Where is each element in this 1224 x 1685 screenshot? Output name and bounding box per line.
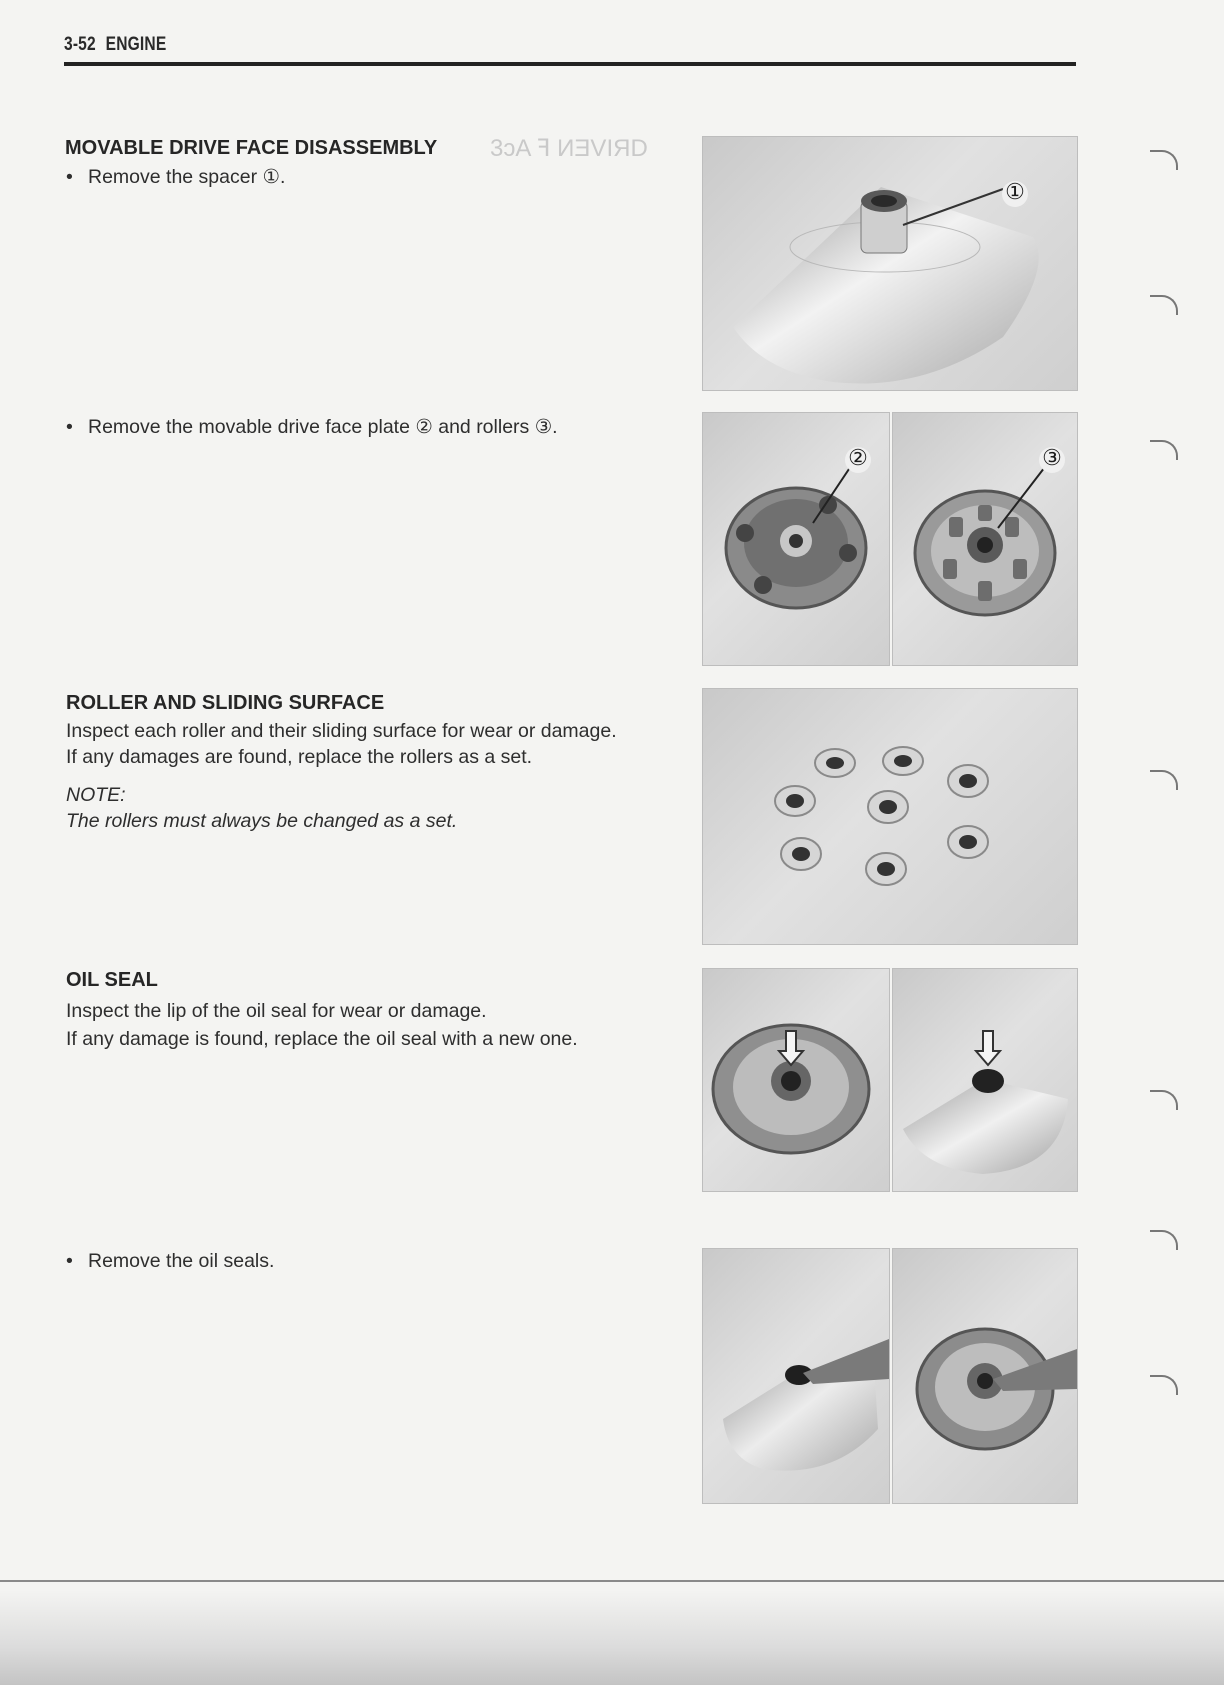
- binder-tab: [1150, 440, 1178, 460]
- callout-3: ③: [1039, 447, 1065, 473]
- photo-drive-face-spacer: [702, 136, 1078, 391]
- binder-tab: [1150, 295, 1178, 315]
- photo-rollers-in-face: [892, 412, 1078, 666]
- scan-shadow: [0, 1590, 1224, 1685]
- oil-seal-inspect-line: Inspect the lip of the oil seal for wear or damage.: [66, 1000, 487, 1022]
- photo-oil-seal-cone: [892, 968, 1078, 1192]
- binder-tab: [1150, 770, 1178, 790]
- note-label: NOTE:: [66, 784, 126, 806]
- bleed-through-text: 3ɔA ꟻ ИƎVIЯD: [490, 135, 648, 162]
- roller-replace-line: If any damages are found, replace the rollers as a set.: [66, 746, 533, 768]
- oil-seal-replace-line: If any damage is found, replace the oil seal with a new one.: [66, 1028, 578, 1050]
- step-remove-spacer: • Remove the spacer ①.: [66, 164, 285, 191]
- binder-tab: [1150, 150, 1178, 170]
- step-remove-oil-seals: • Remove the oil seals.: [66, 1248, 274, 1275]
- page-number: 3-52: [64, 34, 96, 55]
- photo-remove-seal-cone: [702, 1248, 890, 1504]
- photo-remove-seal-face: [892, 1248, 1078, 1504]
- section-heading-movable-drive-face: MOVABLE DRIVE FACE DISASSEMBLY: [65, 137, 438, 159]
- photo-drive-face-plate: [702, 412, 890, 666]
- section-heading-oil-seal: OIL SEAL: [66, 969, 158, 991]
- binder-tab: [1150, 1090, 1178, 1110]
- photo-oil-seal-face: [702, 968, 890, 1192]
- page-header: [64, 34, 166, 56]
- step-remove-plate-rollers: • Remove the movable drive face plate ② and rollers ③.: [66, 414, 558, 441]
- roller-inspect-line: Inspect each roller and their sliding surface for wear or damage.: [66, 720, 617, 742]
- binder-tab: [1150, 1230, 1178, 1250]
- header-rule: [64, 62, 1076, 66]
- photo-rollers: [702, 688, 1078, 945]
- callout-1: ①: [1002, 181, 1028, 207]
- footer-rule: [0, 1580, 1224, 1582]
- callout-2: ②: [845, 447, 871, 473]
- section-heading-roller-sliding: ROLLER AND SLIDING SURFACE: [66, 692, 385, 714]
- binder-tab: [1150, 1375, 1178, 1395]
- note-text: The rollers must always be changed as a set.: [66, 810, 458, 832]
- section-title: ENGINE: [105, 34, 167, 55]
